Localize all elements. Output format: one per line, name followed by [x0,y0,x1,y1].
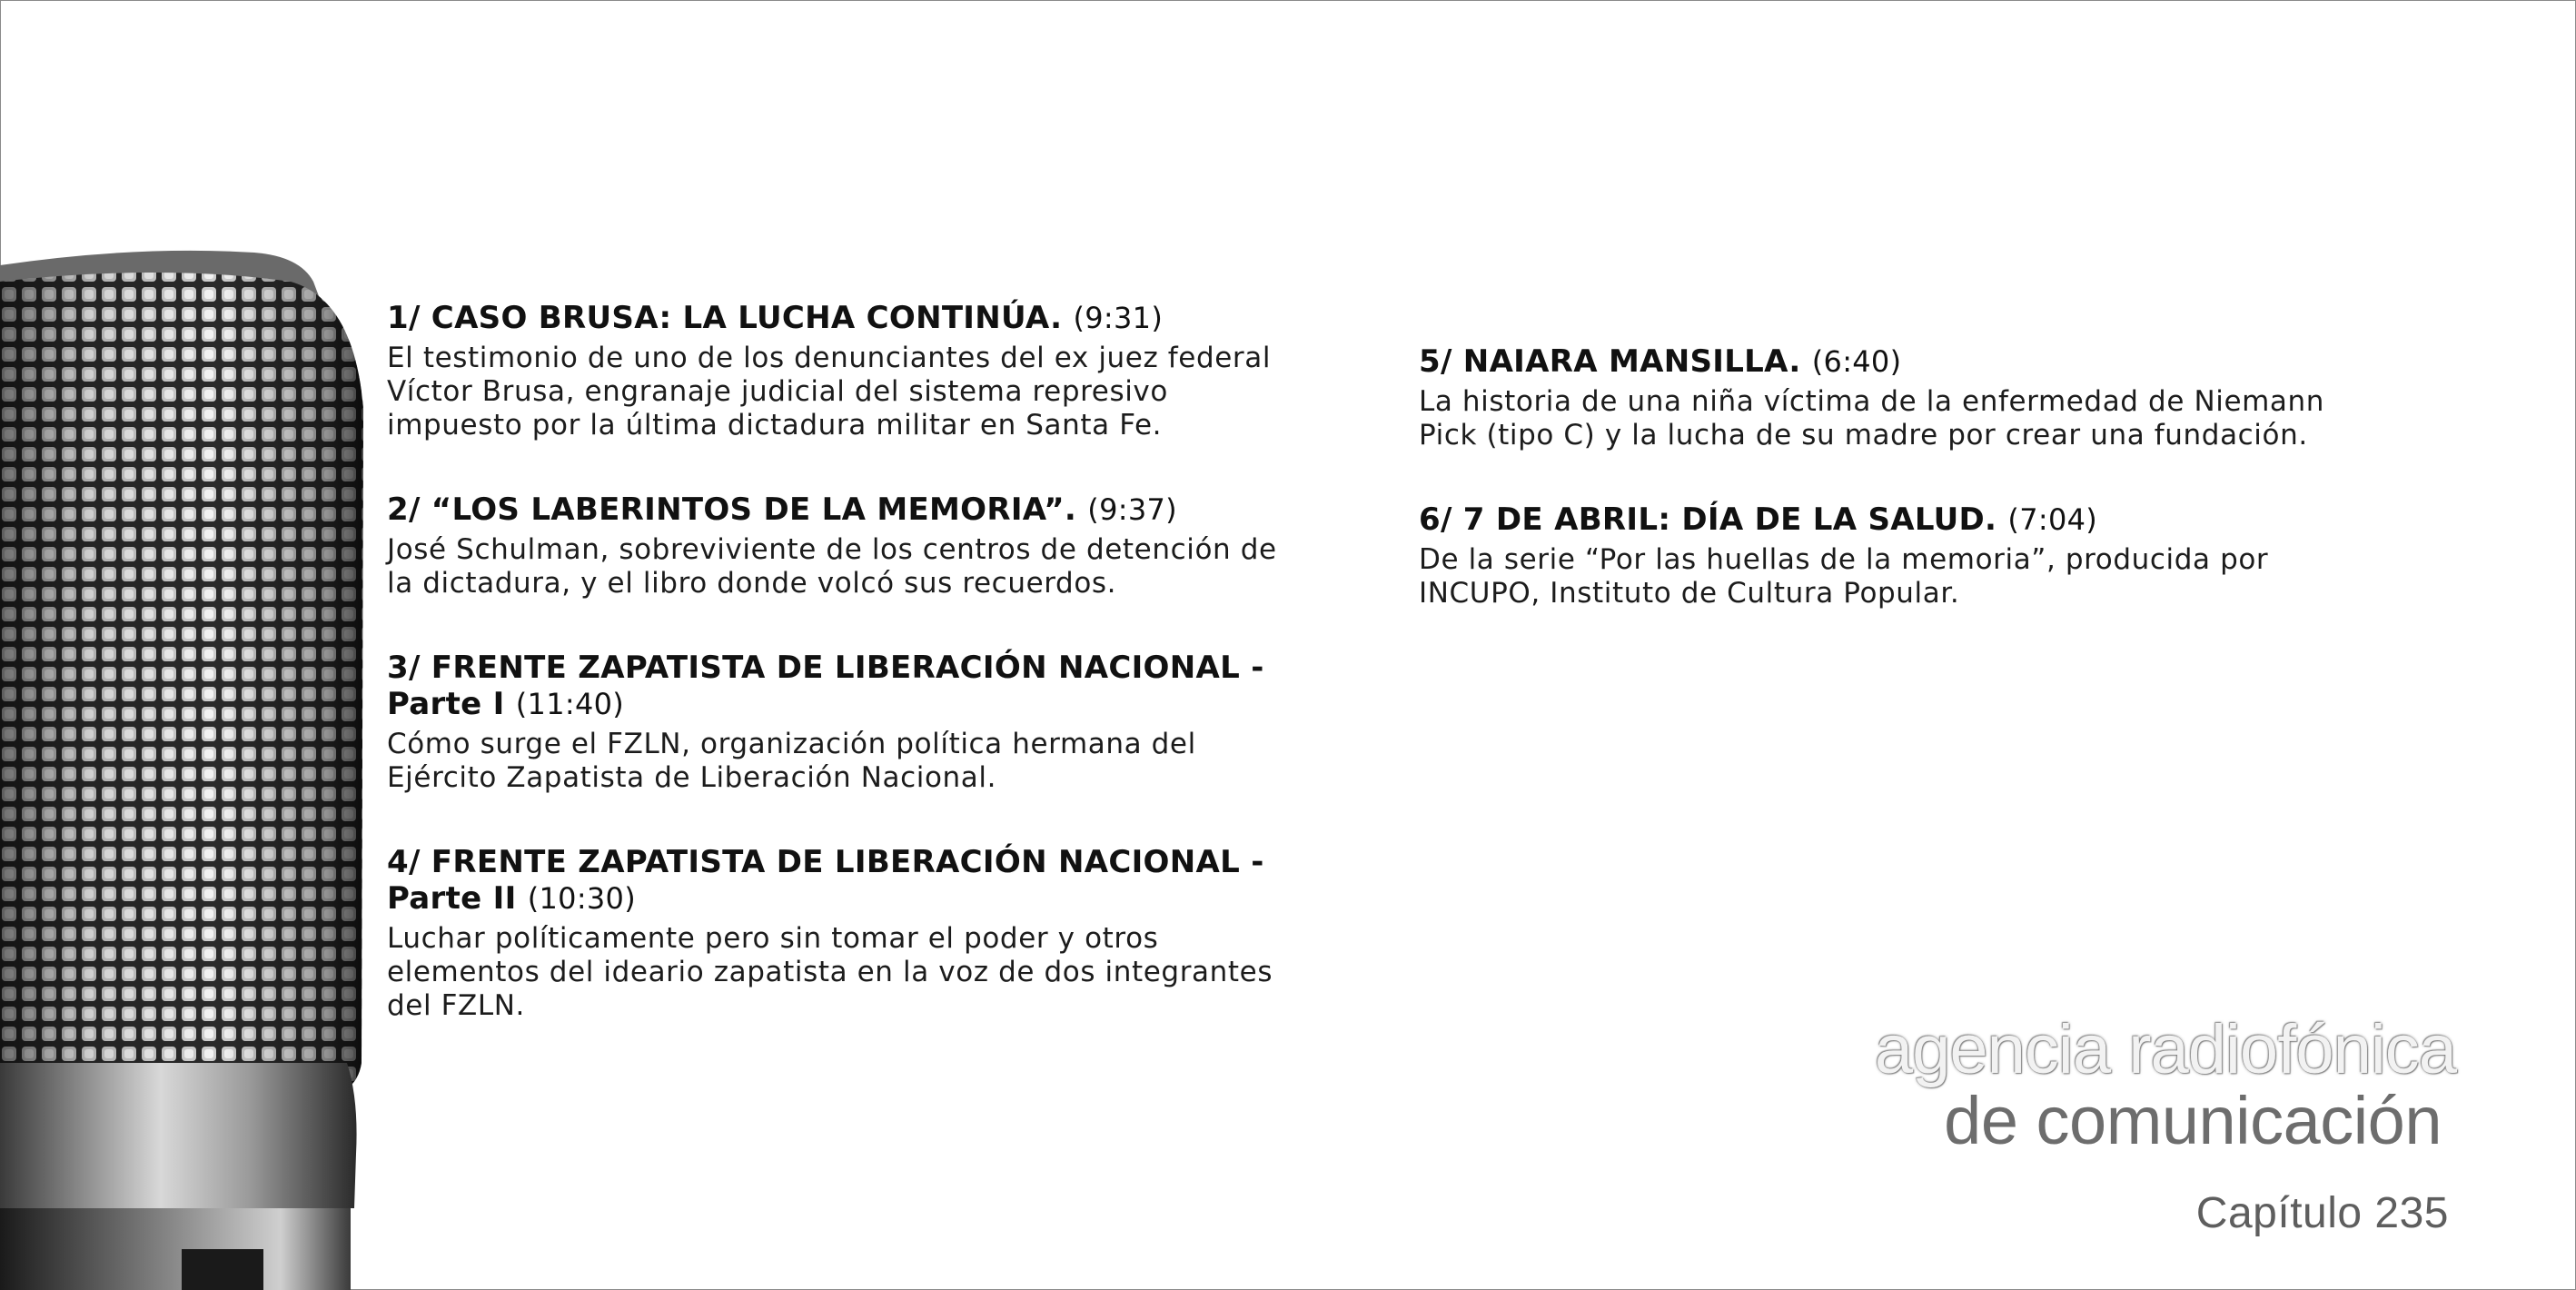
track-description [1419,385,2327,452]
track-title [387,300,1295,336]
track-duration: (6:40) [1811,344,1902,379]
track-description [387,922,1295,1023]
track-description [1419,543,2327,610]
description-line: El testimonio de uno de los denunciantes del ex juez federal [387,342,1272,374]
track-description [387,533,1295,600]
track-title-text: 1/ CASO BRUSA: LA LUCHA CONTINÚA. [387,300,1063,336]
description-line: la dictadura, y el libro donde volcó sus recuerdos. [387,567,1117,600]
track-title-text: 4/ FRENTE ZAPATISTA DE LIBERACIÓN NACIONAL - [387,844,1264,880]
description-line: José Schulman, sobreviviente de los centros de detención de [387,533,1277,566]
track-title [1419,343,2327,380]
description-line: La historia de una niña víctima de la enfermedad de Niemann [1419,385,2325,418]
track-title-text: 5/ NAIARA MANSILLA. [1419,343,1801,380]
track-list-left [387,300,1295,1072]
track-title [387,650,1295,722]
track-duration: (7:04) [2007,502,2098,537]
track-title-text: 2/ “LOS LABERINTOS DE LA MEMORIA”. [387,491,1077,528]
description-line: Pick (tipo C) y la lucha de su madre por crear una fundación. [1419,419,2308,452]
track-entry-4 [387,844,1295,1023]
track-title [387,491,1295,528]
brand-line-2: de comunicación [1944,1083,2442,1158]
chapter-label: Capítulo 235 [2195,1189,2449,1237]
track-duration: (11:40) [515,687,625,721]
track-entry-5 [1419,343,2327,452]
track-duration: (10:30) [527,881,637,916]
track-title [1419,501,2327,538]
description-line: elementos del ideario zapatista en la voz de dos integrantes [387,956,1273,988]
brand-line-1: agencia radiofónica [1874,1011,2456,1088]
track-entry-3 [387,650,1295,795]
description-line: del FZLN. [387,989,525,1022]
description-line: INCUPO, Instituto de Cultura Popular. [1419,577,1960,610]
description-line: Ejército Zapatista de Liberación Nacional. [387,761,997,794]
track-title-text: 3/ FRENTE ZAPATISTA DE LIBERACIÓN NACIONAL - [387,650,1264,686]
track-entry-1 [387,300,1295,442]
track-description [387,728,1295,795]
description-line: Luchar políticamente pero sin tomar el poder y otros [387,922,1159,955]
track-duration: (9:31) [1073,301,1164,335]
track-title-part: Parte I [387,686,505,722]
brand-logo [1874,1011,2456,1158]
track-list-right [1419,343,2327,660]
track-title-part: Parte II [387,880,517,917]
microphone-icon [0,245,381,1290]
track-entry-2 [387,491,1295,600]
track-title [387,844,1295,917]
track-title-text: 6/ 7 DE ABRIL: DÍA DE LA SALUD. [1419,501,1997,538]
description-line: impuesto por la última dictadura militar en Santa Fe. [387,409,1163,442]
track-description [387,342,1295,442]
description-line: Víctor Brusa, engranaje judicial del sistema represivo [387,375,1168,408]
description-line: Cómo surge el FZLN, organización política hermana del [387,728,1196,760]
track-entry-6 [1419,501,2327,610]
description-line: De la serie “Por las huellas de la memoria”, producida por [1419,543,2269,576]
track-duration: (9:37) [1087,492,1177,527]
